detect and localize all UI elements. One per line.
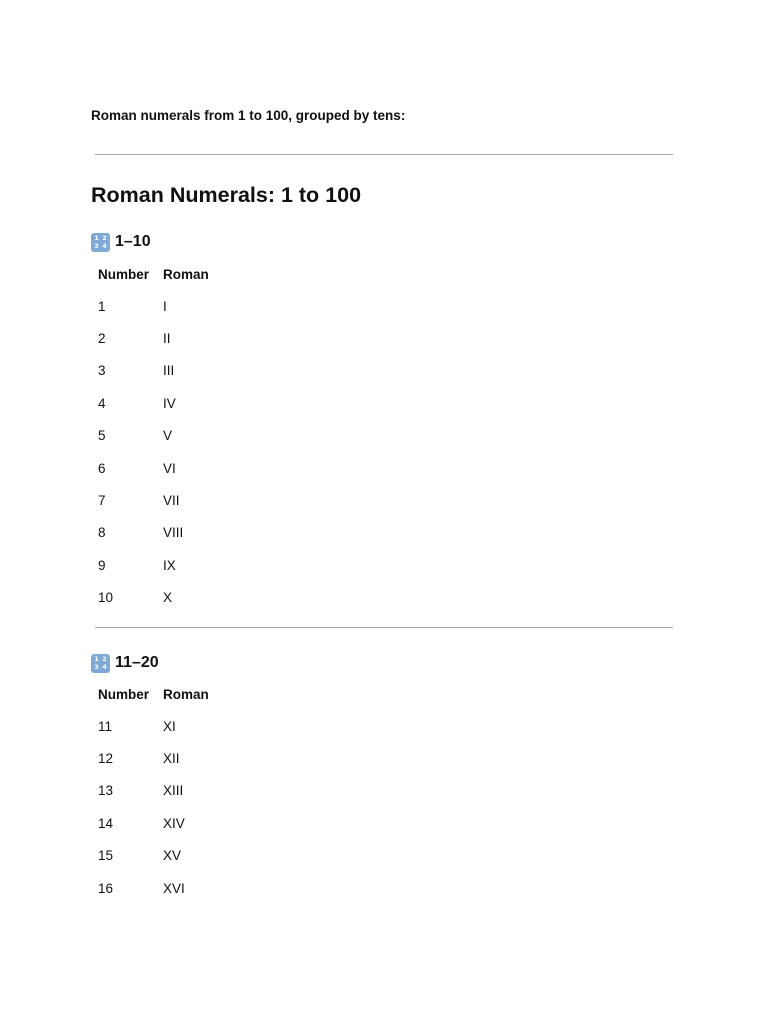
table-row [91,355,216,387]
cell-number: 2 [98,331,106,347]
cell-number: 15 [98,848,114,864]
column-header-number: Number [98,686,150,702]
cell-number: 7 [98,493,106,509]
table-row [91,840,216,872]
cell-number: 11 [98,718,113,734]
cell-number: 5 [98,428,106,444]
table-row [91,517,216,549]
cell-number: 4 [98,395,106,411]
cell-roman: IX [163,557,176,573]
section-heading-label: 1–10 [115,233,151,250]
numerals-table-11-20 [91,678,216,904]
cell-number: 14 [98,815,114,831]
divider [95,154,673,155]
table-header-row [91,678,216,710]
cell-roman: XI [163,718,176,734]
table-row [91,710,216,742]
numbers-icon: 1 2 3 4 [91,233,110,252]
table-row [91,420,216,452]
cell-roman: XV [163,848,182,864]
column-header-roman: Roman [163,686,209,702]
cell-number: 8 [98,525,106,541]
cell-number: 10 [98,590,114,606]
table-row [91,742,216,774]
table-body [91,710,216,904]
table-row [91,484,216,516]
cell-roman: IV [163,395,176,411]
table-row [91,322,216,354]
cell-number: 9 [98,557,106,573]
cell-roman: XIV [163,815,185,831]
section-heading-1-10 [91,231,151,253]
cell-roman: VII [163,493,180,509]
cell-roman: XII [163,751,180,767]
section-heading-label: 11–20 [115,654,159,671]
intro-text: Roman numerals from 1 to 100, grouped by tens: [91,108,406,123]
table-row [91,387,216,419]
divider [95,627,673,628]
column-header-roman: Roman [163,266,209,282]
page-title: Roman Numerals: 1 to 100 [91,183,362,207]
cell-roman: II [163,331,171,347]
table-row [91,549,216,581]
cell-roman: X [163,590,173,606]
table-row [91,290,216,322]
cell-roman: XVI [163,880,185,896]
table-row [91,452,216,484]
table-row [91,582,216,614]
cell-roman: III [163,363,175,379]
table-row [91,775,216,807]
cell-roman: VI [163,460,176,476]
cell-roman: VIII [163,525,184,541]
cell-number: 3 [98,363,106,379]
cell-roman: I [163,298,167,314]
cell-roman: V [163,428,173,444]
table-header-row [91,258,216,290]
section-heading-11-20 [91,652,159,674]
cell-number: 13 [98,783,114,799]
cell-number: 16 [98,880,114,896]
cell-roman: XIII [163,783,184,799]
numbers-icon: 1 2 3 4 [91,654,110,673]
table-row [91,872,216,904]
numerals-table-1-10 [91,258,216,614]
cell-number: 1 [98,298,106,314]
column-header-number: Number [98,266,150,282]
cell-number: 6 [98,460,106,476]
table-row [91,807,216,839]
table-body [91,290,216,614]
cell-number: 12 [98,751,114,767]
